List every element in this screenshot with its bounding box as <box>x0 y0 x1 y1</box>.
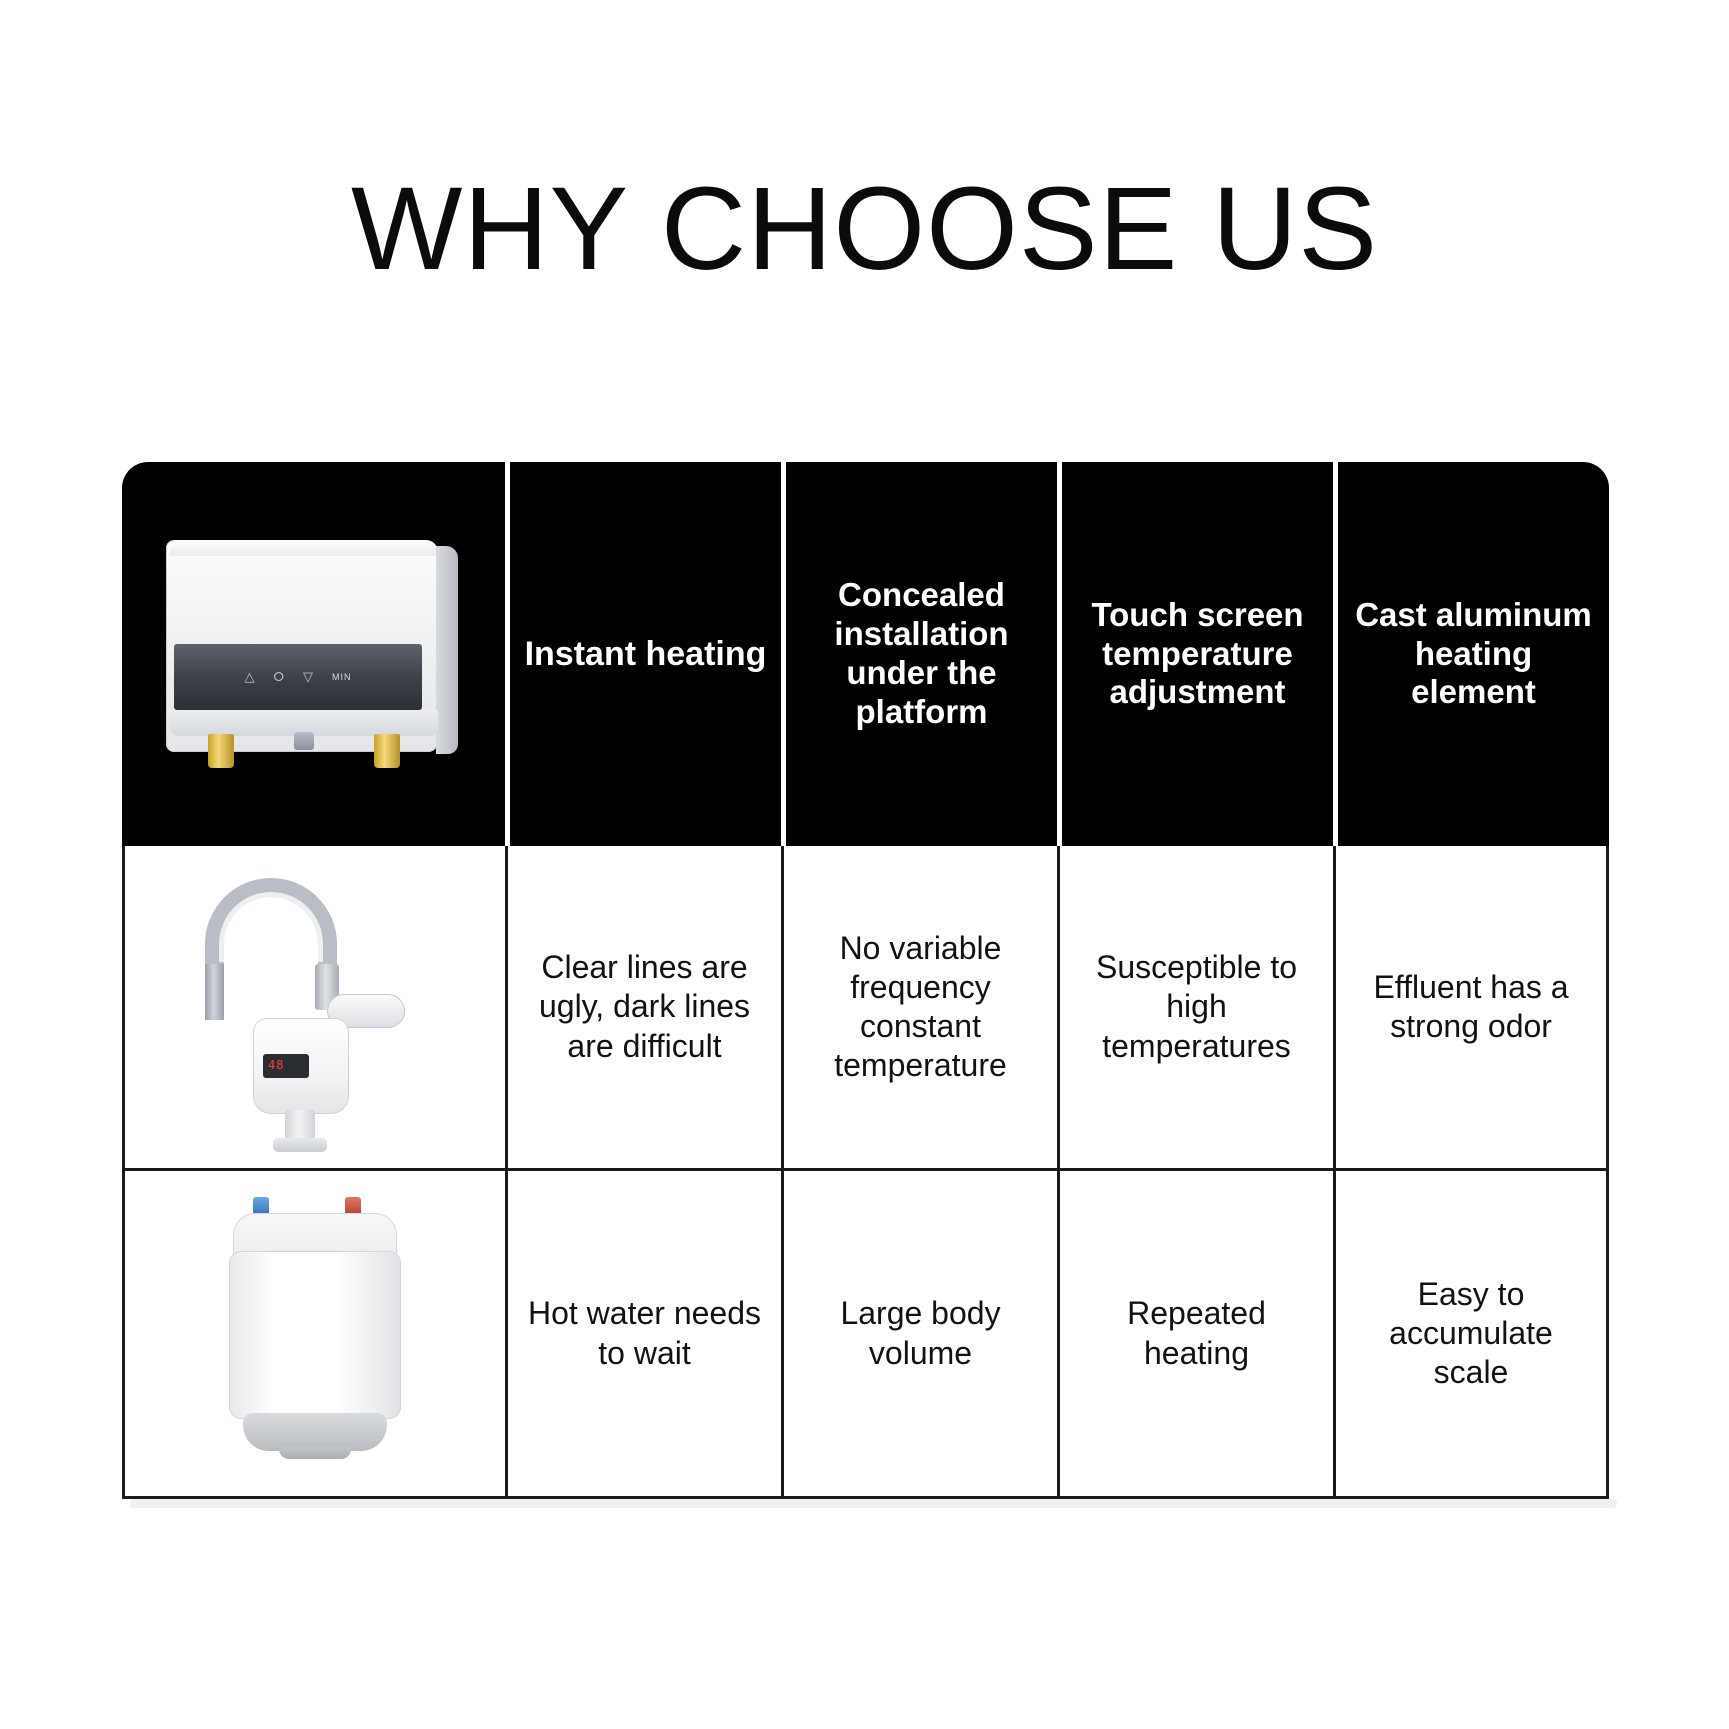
heater-outlet-pipe <box>374 734 400 768</box>
cell-tank-3-text: Repeated heating <box>1127 1295 1266 1371</box>
header-feature-4-label: Cast aluminum heating element <box>1355 595 1592 711</box>
panel-min-label: MIN <box>331 672 352 682</box>
cell-tank-2-text: Large body volume <box>840 1295 1001 1371</box>
cell-tank-4 <box>1333 1171 1609 1499</box>
tank-drum <box>229 1251 401 1419</box>
cell-tank-1 <box>505 1171 781 1499</box>
heater-control-panel <box>174 644 422 710</box>
cell-faucet-4-text: Effluent has a strong odor <box>1373 968 1569 1044</box>
heater-inlet-pipe <box>208 734 234 768</box>
instant-heating-faucet-image <box>197 868 433 1150</box>
header-feature-1 <box>505 462 781 846</box>
power-icon: ⭘ <box>273 669 285 684</box>
comparison-table <box>122 462 1609 1499</box>
storage-water-tank-image <box>217 1197 413 1465</box>
faucet-display-value: 48 <box>268 1058 285 1072</box>
cell-faucet-2 <box>781 846 1057 1171</box>
table-row-tank <box>122 1171 1609 1499</box>
tankless-water-heater-image <box>166 540 458 768</box>
faucet-temperature-display <box>263 1054 309 1078</box>
table-header-row <box>122 462 1609 846</box>
faucet-outlet-tube <box>205 964 224 1020</box>
cell-tank-4-text: Easy to accumulate scale <box>1389 1275 1553 1391</box>
cell-faucet-1-text: Clear lines are ugly, dark lines are difficult <box>538 949 751 1064</box>
product-cell-tankless-heater <box>122 462 505 846</box>
heater-side-edge <box>436 546 458 754</box>
tank-bottom-cover <box>243 1413 387 1451</box>
heater-top-cap <box>170 540 438 556</box>
table-row-faucet <box>122 846 1609 1171</box>
up-arrow-icon: △ <box>244 669 256 684</box>
cell-faucet-3-text: Susceptible to high temperatures <box>1095 949 1297 1064</box>
header-feature-3-label: Touch screen temperature adjustment <box>1091 595 1304 711</box>
down-arrow-icon: ▽ <box>302 669 314 684</box>
header-feature-4 <box>1333 462 1609 846</box>
header-feature-3 <box>1057 462 1333 846</box>
faucet-base-cap <box>273 1138 327 1152</box>
cell-faucet-2-text: No variable frequency constant temperature <box>834 929 1007 1084</box>
cell-faucet-3 <box>1057 846 1333 1171</box>
cell-tank-3 <box>1057 1171 1333 1499</box>
cell-faucet-4 <box>1333 846 1609 1171</box>
heater-center-connector <box>294 732 314 750</box>
product-cell-faucet <box>122 846 505 1171</box>
tank-foot <box>279 1447 351 1459</box>
header-feature-2-label: Concealed installation under the platform <box>834 576 1009 730</box>
page-title: WHY CHOOSE US <box>350 163 1379 295</box>
cell-tank-2 <box>781 1171 1057 1499</box>
cell-tank-1-text: Hot water needs to wait <box>527 1295 761 1371</box>
cell-faucet-1 <box>505 846 781 1171</box>
product-cell-tank <box>122 1171 505 1499</box>
header-feature-1-label: Instant heating <box>524 634 767 673</box>
header-feature-2 <box>781 462 1057 846</box>
